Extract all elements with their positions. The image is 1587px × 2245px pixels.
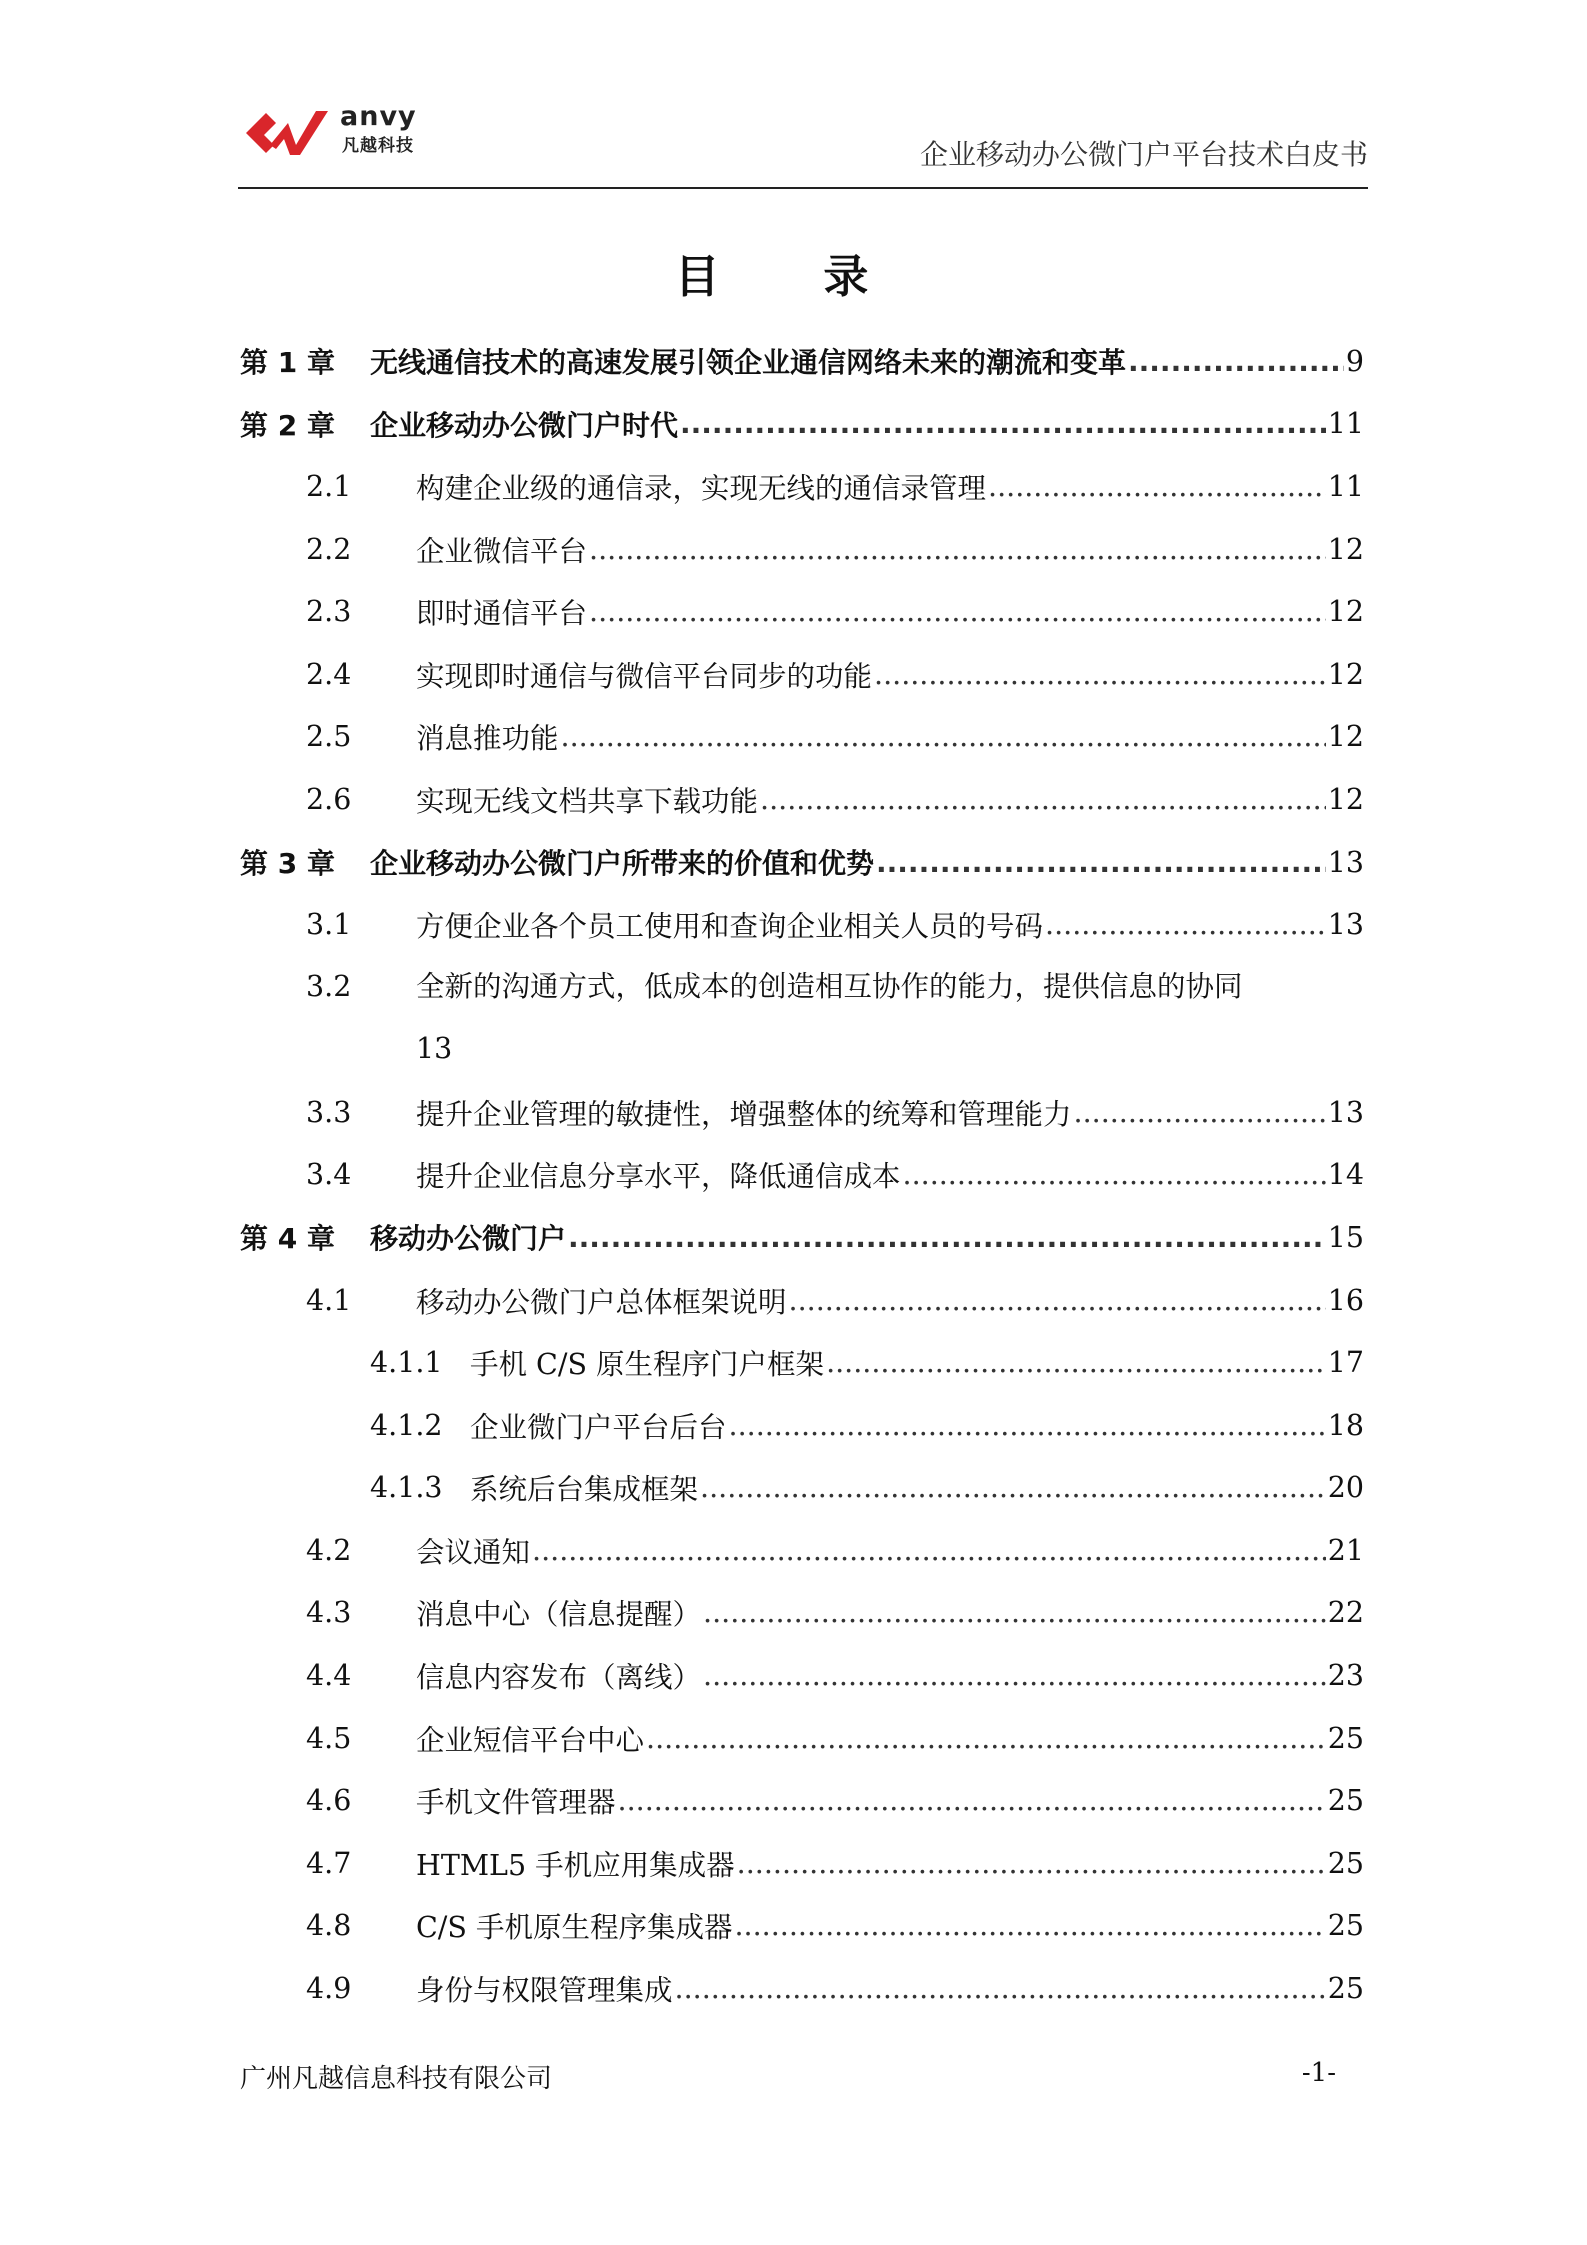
toc-entry[interactable] (240, 1331, 1364, 1394)
toc-entry-page: 13 (1327, 1095, 1364, 1129)
toc-entry-label: 手机 C/S 原生程序门户框架 (470, 1348, 825, 1382)
dot-leader (729, 1409, 1326, 1442)
toc-entry-label: 企业微信平台 (416, 534, 588, 568)
toc-entry-page: 25 (1327, 1846, 1364, 1880)
toc-entry[interactable] (240, 330, 1364, 393)
toc-entry-page: 18 (1327, 1408, 1364, 1442)
toc-entry-label: 企业微门户平台后台 (470, 1410, 727, 1444)
table-of-contents (240, 330, 1364, 2020)
toc-entry-number: 第 2 章 (240, 408, 335, 442)
dot-leader (874, 658, 1326, 691)
toc-entry[interactable] (240, 1832, 1364, 1895)
toc-entry-number: 2.3 (306, 595, 352, 629)
toc-entry-page: 12 (1327, 782, 1364, 816)
toc-entry-wrapped[interactable] (240, 956, 1364, 1081)
toc-entry-number: 3.2 (306, 969, 352, 1003)
dot-leader (703, 1659, 1326, 1692)
toc-entry-page: 20 (1327, 1471, 1364, 1505)
footer-company-name: 广州凡越信息科技有限公司 (240, 2064, 553, 2094)
dot-leader (589, 595, 1326, 628)
toc-entry-number: 4.4 (306, 1659, 352, 1693)
toc-entry-page: 25 (1327, 1721, 1364, 1755)
dot-leader (675, 1972, 1326, 2005)
toc-entry[interactable] (240, 1644, 1364, 1707)
toc-entry-number: 3.4 (306, 1158, 352, 1192)
toc-entry-number: 4.3 (306, 1596, 352, 1630)
dot-leader (700, 1471, 1326, 1504)
toc-entry[interactable] (240, 1895, 1364, 1958)
toc-entry[interactable] (240, 1394, 1364, 1457)
toc-entry-page: 14 (1327, 1158, 1364, 1192)
dot-leader (876, 846, 1326, 879)
toc-entry-number: 4.1.3 (370, 1471, 443, 1505)
toc-entry-page: 11 (1327, 407, 1364, 441)
toc-title: 目 录 (674, 250, 913, 303)
toc-entry-label: 提升企业信息分享水平，降低通信成本 (416, 1160, 901, 1194)
toc-entry[interactable] (240, 580, 1364, 643)
toc-entry-label: 提升企业管理的敏捷性，增强整体的统筹和管理能力 (416, 1097, 1072, 1131)
company-logo (244, 101, 434, 161)
toc-entry-number: 第 3 章 (240, 847, 335, 881)
toc-entry[interactable] (240, 1457, 1364, 1520)
dot-leader (568, 1221, 1326, 1254)
toc-entry-label: 企业移动办公微门户时代 (370, 408, 679, 442)
toc-entry-label: 会议通知 (416, 1535, 531, 1569)
dot-leader (618, 1784, 1326, 1817)
toc-entry[interactable] (240, 643, 1364, 706)
toc-entry-number: 4.6 (306, 1784, 352, 1818)
toc-entry-number: 4.5 (306, 1721, 352, 1755)
toc-entry[interactable] (240, 831, 1364, 894)
toc-entry-label: 系统后台集成框架 (470, 1473, 699, 1507)
toc-entry[interactable] (240, 1957, 1364, 2020)
toc-entry-page: 25 (1327, 1972, 1364, 2006)
dot-leader (1045, 908, 1326, 941)
toc-entry-label: 移动办公微门户 (370, 1222, 567, 1256)
toc-entry-label: 企业移动办公微门户所带来的价值和优势 (370, 847, 875, 881)
toc-entry-number: 2.4 (306, 657, 352, 691)
dot-leader (903, 1158, 1326, 1191)
toc-entry-number: 4.7 (306, 1846, 352, 1880)
logo-brand-cn-text: 凡越科技 (342, 136, 414, 156)
toc-entry-label: 消息推功能 (416, 722, 559, 756)
toc-entry-page: 13 (1327, 908, 1364, 942)
toc-entry-number: 2.6 (306, 782, 352, 816)
toc-entry-page: 11 (1327, 469, 1364, 503)
toc-entry-page: 16 (1327, 1283, 1364, 1317)
toc-entry-label: 实现无线文档共享下载功能 (416, 784, 759, 818)
toc-entry-label: 构建企业级的通信录，实现无线的通信录管理 (416, 471, 987, 505)
toc-entry-page: 13 (416, 1031, 453, 1065)
toc-entry-label: HTML5 手机应用集成器 (416, 1848, 735, 1882)
toc-entry[interactable] (240, 893, 1364, 956)
toc-entry[interactable] (240, 1269, 1364, 1332)
toc-entry-label: 信息内容发布（离线） (416, 1661, 702, 1695)
document-title: 企业移动办公微门户平台技术白皮书 (919, 138, 1368, 171)
toc-entry[interactable] (240, 1582, 1364, 1645)
toc-entry-page: 23 (1327, 1659, 1364, 1693)
toc-entry-page: 25 (1327, 1784, 1364, 1818)
dot-leader (760, 783, 1326, 816)
dot-leader (789, 1284, 1326, 1317)
toc-entry[interactable] (240, 706, 1364, 769)
toc-entry-label: 即时通信平台 (416, 597, 588, 631)
toc-entry-label: 移动办公微门户总体框架说明 (416, 1285, 787, 1319)
toc-entry-label: C/S 手机原生程序集成器 (416, 1911, 733, 1945)
toc-entry-page: 21 (1327, 1533, 1364, 1567)
toc-entry-page: 12 (1327, 532, 1364, 566)
dot-leader (988, 470, 1326, 503)
toc-entry[interactable] (240, 1769, 1364, 1832)
anvy-logo-icon (244, 105, 336, 157)
toc-entry-page: 25 (1327, 1909, 1364, 1943)
toc-entry[interactable] (240, 1206, 1364, 1269)
dot-leader (826, 1346, 1326, 1379)
toc-entry-page: 12 (1327, 720, 1364, 754)
toc-entry[interactable] (240, 768, 1364, 831)
toc-entry[interactable] (240, 1081, 1364, 1144)
toc-entry-page: 12 (1327, 595, 1364, 629)
toc-entry-number: 3.3 (306, 1095, 352, 1129)
toc-entry-number: 4.1.1 (370, 1346, 443, 1380)
toc-entry-page: 17 (1327, 1346, 1364, 1380)
toc-entry-number: 2.5 (306, 720, 352, 754)
toc-entry[interactable] (240, 1707, 1364, 1770)
toc-entry-page: 12 (1327, 657, 1364, 691)
toc-entry-label: 消息中心（信息提醒） (416, 1598, 702, 1632)
toc-entry[interactable] (240, 1144, 1364, 1207)
toc-entry-number: 第 1 章 (240, 346, 335, 380)
toc-entry-number: 4.9 (306, 1972, 352, 2006)
toc-entry-number: 2.1 (306, 469, 352, 503)
toc-entry[interactable] (240, 455, 1364, 518)
dot-leader (561, 720, 1326, 753)
toc-entry-number: 4.2 (306, 1533, 352, 1567)
dot-leader (735, 1909, 1326, 1942)
logo-brand-text: anvy (340, 101, 417, 132)
toc-entry-page: 9 (1345, 344, 1364, 378)
toc-entry-page: 22 (1327, 1596, 1364, 1630)
toc-entry-number: 2.2 (306, 532, 352, 566)
footer-page-number: -1- (1301, 2058, 1336, 2088)
toc-entry-number: 3.1 (306, 908, 352, 942)
toc-entry-page: 13 (1327, 845, 1364, 879)
toc-entry-label: 身份与权限管理集成 (416, 1974, 673, 2008)
toc-entry-label: 无线通信技术的高速发展引领企业通信网络未来的潮流和变革 (370, 346, 1127, 380)
toc-entry-label: 全新的沟通方式，低成本的创造相互协作的能力，提供信息的协同 (416, 969, 1243, 1003)
toc-entry-label: 手机文件管理器 (416, 1786, 616, 1820)
toc-entry-number: 第 4 章 (240, 1222, 335, 1256)
dot-leader (1074, 1096, 1326, 1129)
page-header (238, 95, 1368, 189)
toc-entry-page: 15 (1327, 1220, 1364, 1254)
dot-leader (532, 1534, 1326, 1567)
dot-leader (1128, 345, 1344, 378)
toc-entry-label: 企业短信平台中心 (416, 1723, 645, 1757)
toc-entry-label: 方便企业各个员工使用和查询企业相关人员的号码 (416, 910, 1044, 944)
toc-entry-number: 4.1.2 (370, 1408, 443, 1442)
dot-leader (646, 1722, 1326, 1755)
toc-entry-number: 4.1 (306, 1283, 352, 1317)
toc-entry[interactable] (240, 1519, 1364, 1582)
dot-leader (703, 1596, 1326, 1629)
toc-entry[interactable] (240, 393, 1364, 456)
toc-entry[interactable] (240, 518, 1364, 581)
toc-entry-label: 实现即时通信与微信平台同步的功能 (416, 659, 873, 693)
toc-entry-number: 4.8 (306, 1909, 352, 1943)
dot-leader (680, 407, 1326, 440)
dot-leader (737, 1847, 1326, 1880)
dot-leader (589, 533, 1326, 566)
